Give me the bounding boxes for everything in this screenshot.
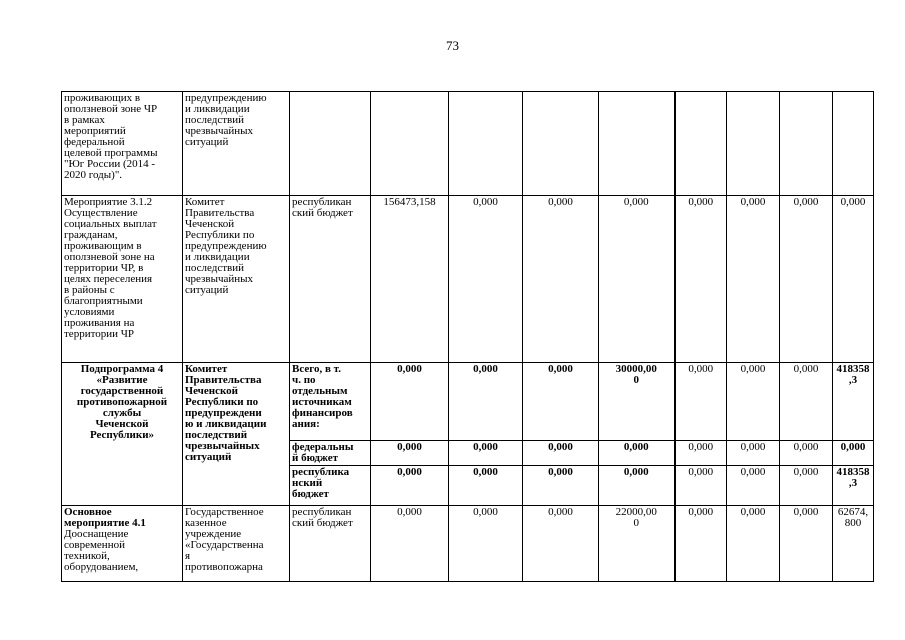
- cell-value: 62674, 800: [833, 506, 874, 582]
- cell-value: 0,000: [449, 506, 523, 582]
- cell-value: [727, 92, 780, 196]
- cell-source: республикан ский бюджет: [290, 506, 371, 582]
- cell-value: 0,000: [449, 363, 523, 441]
- cell-executor: Комитет Правительства Чеченской Республики по предупреждению и ликвидации последствий чрезвычайных ситуаций: [183, 196, 290, 363]
- cell-value: 0,000: [780, 196, 833, 363]
- cell-event-name: проживающих в оползневой зоне ЧР в рамках мероприятий федеральной целевой программы "Юг России (2014 - 2020 годы)".: [62, 92, 183, 196]
- cell-value: 0,000: [833, 196, 874, 363]
- cell-value: 0,000: [371, 441, 449, 466]
- table-row: [62, 92, 874, 196]
- cell-value: 0,000: [449, 466, 523, 506]
- table-row: [62, 363, 874, 441]
- cell-value: 0,000: [780, 466, 833, 506]
- cell-value: [675, 92, 727, 196]
- cell-value: 0,000: [727, 441, 780, 466]
- table-row: [62, 196, 874, 363]
- cell-value: 0,000: [833, 441, 874, 466]
- cell-value: 0,000: [523, 363, 599, 441]
- cell-value: 0,000: [523, 506, 599, 582]
- event-title: Основное мероприятие 4.1: [64, 506, 146, 529]
- table-row: [62, 506, 874, 582]
- cell-value: 22000,00 0: [599, 506, 675, 582]
- cell-value: 30000,00 0: [599, 363, 675, 441]
- cell-value: 0,000: [675, 363, 727, 441]
- cell-value: 418358 ,3: [833, 466, 874, 506]
- cell-value: 0,000: [523, 441, 599, 466]
- cell-executor: Государственное казенное учреждение «Государственна я противопожарна: [183, 506, 290, 582]
- cell-value: 0,000: [727, 506, 780, 582]
- cell-value: 0,000: [727, 363, 780, 441]
- cell-source: республикан ский бюджет: [290, 196, 371, 363]
- cell-value: 0,000: [449, 441, 523, 466]
- cell-value: 0,000: [780, 363, 833, 441]
- cell-value: 0,000: [780, 441, 833, 466]
- cell-value: 0,000: [371, 506, 449, 582]
- cell-value: 0,000: [599, 196, 675, 363]
- cell-source: республика нский бюджет: [290, 466, 371, 506]
- cell-value: 0,000: [675, 506, 727, 582]
- cell-value: 0,000: [371, 363, 449, 441]
- cell-value: 0,000: [727, 196, 780, 363]
- cell-value: 0,000: [523, 196, 599, 363]
- cell-value: [371, 92, 449, 196]
- cell-value: [599, 92, 675, 196]
- cell-value: [449, 92, 523, 196]
- cell-event-name: Мероприятие 3.1.2 Осуществление социальных выплат гражданам, проживающим в оползневой зоне на территории ЧР, в целях переселения в районы с благоприятными условиями проживания на территории ЧР: [62, 196, 183, 363]
- cell-value: 0,000: [675, 441, 727, 466]
- cell-source: [290, 92, 371, 196]
- cell-executor: предупреждению и ликвидации последствий чрезвычайных ситуаций: [183, 92, 290, 196]
- cell-value: 0,000: [727, 466, 780, 506]
- budget-table: [61, 91, 874, 582]
- cell-value: 0,000: [523, 466, 599, 506]
- cell-value: [833, 92, 874, 196]
- cell-value: [523, 92, 599, 196]
- cell-value: 0,000: [449, 196, 523, 363]
- cell-value: 156473,158: [371, 196, 449, 363]
- cell-source: федеральны й бюджет: [290, 441, 371, 466]
- cell-value: 0,000: [675, 466, 727, 506]
- cell-value: 0,000: [371, 466, 449, 506]
- cell-value: 0,000: [675, 196, 727, 363]
- cell-subprogram-name: Подпрограмма 4 «Развитие государственной противопожарной службы Чеченской Республики»: [62, 363, 183, 506]
- cell-value: 0,000: [780, 506, 833, 582]
- cell-value: [780, 92, 833, 196]
- cell-value: 418358 ,3: [833, 363, 874, 441]
- cell-executor: Комитет Правительства Чеченской Республики по предупреждени ю и ликвидации последствий чрезвычайных ситуаций: [183, 363, 290, 506]
- cell-value: 0,000: [599, 441, 675, 466]
- cell-event-name: [62, 506, 183, 582]
- cell-value: 0,000: [599, 466, 675, 506]
- event-description: Дооснащение современной техникой, оборудованием,: [64, 528, 139, 573]
- cell-source: Всего, в т. ч. по отдельным источникам финансиров ания:: [290, 363, 371, 441]
- page-number: 73: [446, 38, 459, 53]
